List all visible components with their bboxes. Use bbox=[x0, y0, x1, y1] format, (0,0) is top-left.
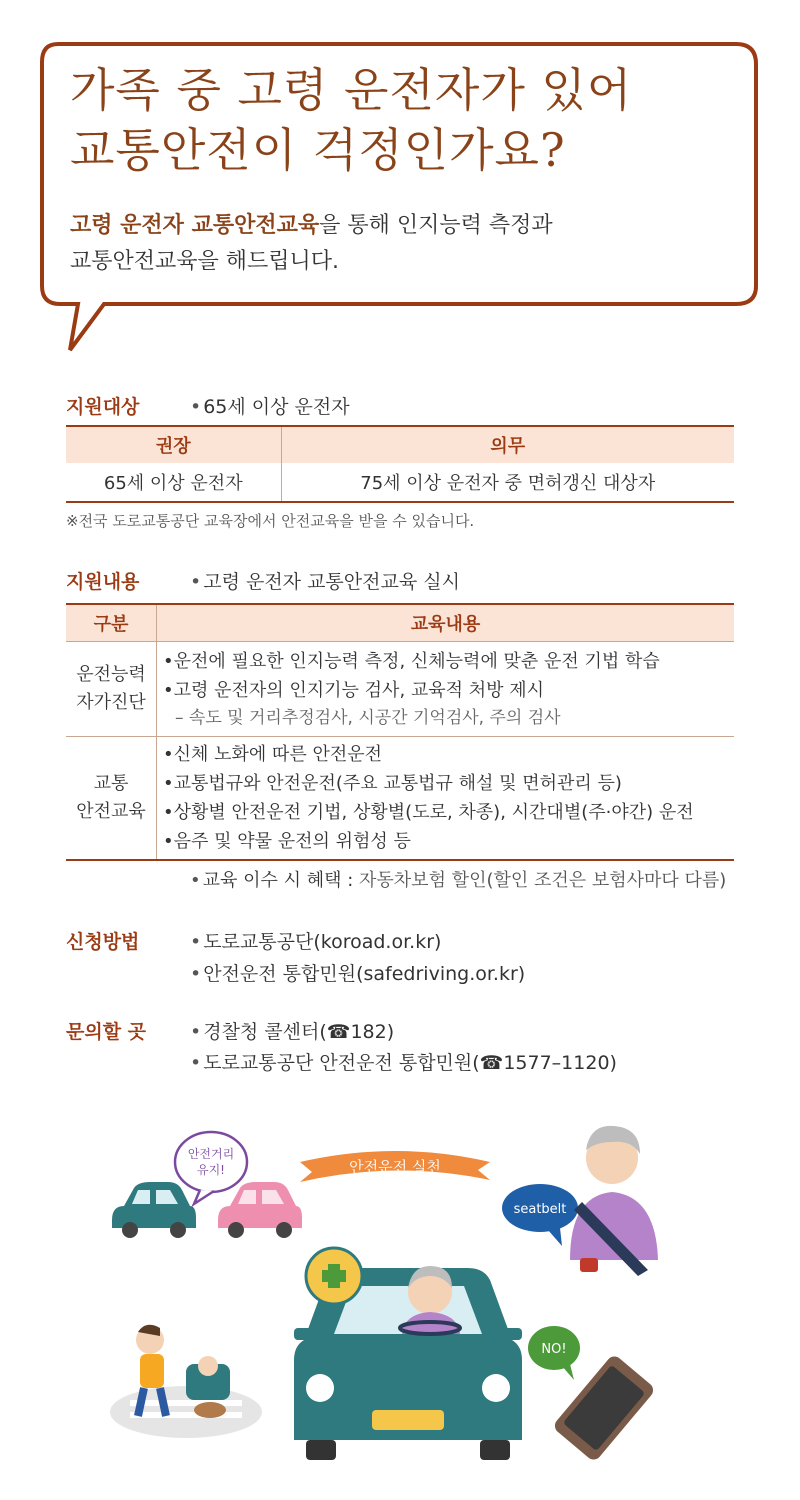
seatbelt-text: seatbelt bbox=[513, 1202, 567, 1217]
table-row bbox=[66, 642, 734, 737]
keep-distance-line2: 유지! bbox=[197, 1163, 225, 1177]
list-subitem: – 속도 및 거리추정검사, 시공간 기억검사, 주의 검사 bbox=[175, 708, 561, 728]
list-item: •고령 운전자의 인지기능 검사, 교육적 처방 제시 bbox=[163, 680, 545, 701]
support-content-bullet: • 고령 운전자 교통안전교육 실시 bbox=[190, 571, 460, 593]
category-line1: 운전능력 bbox=[76, 664, 146, 685]
no-bubble bbox=[528, 1326, 580, 1380]
table-cell-mandatory: 75세 이상 운전자 중 면허갱신 대상자 bbox=[281, 463, 734, 502]
benefit-text: 자동차보험 할인(할인 조건은 보험사마다 다름) bbox=[359, 870, 727, 891]
contact-title: 문의할 곳 bbox=[66, 1021, 147, 1043]
crosswalk-child-icon bbox=[110, 1325, 262, 1438]
category-line2: 자가진단 bbox=[76, 692, 146, 713]
support-content-title: 지원내용 bbox=[66, 571, 140, 593]
apply-item-text: 도로교통공단(koroad.or.kr) bbox=[203, 931, 442, 953]
benefit-label: 교육 이수 시 혜택 : bbox=[202, 870, 360, 891]
intro-line2: 교통안전교육을 해드립니다. bbox=[70, 249, 340, 274]
list-item: •교통법규와 안전운전(주요 교통법규 해설 및 면허관리 등) bbox=[163, 773, 622, 794]
list-item-text: 상황별 안전운전 기법, 상황별(도로, 차종), 시간대별(주·야간) 운전 bbox=[173, 802, 694, 823]
support-target-note: ※전국 도로교통공단 교육장에서 안전교육을 받을 수 있습니다. bbox=[66, 512, 475, 530]
list-item-text: 음주 및 약물 운전의 위험성 등 bbox=[173, 831, 411, 852]
table-cell-items bbox=[157, 642, 735, 737]
benefit-line: • 교육 이수 시 혜택 : 자동차보험 할인(할인 조건은 보험사마다 다름) bbox=[190, 870, 727, 891]
keep-distance-line1: 안전거리 bbox=[187, 1147, 235, 1161]
intro-rest: 을 통해 인지능력 측정과 bbox=[319, 213, 553, 238]
safe-driving-banner bbox=[300, 1151, 490, 1182]
apply-item-safedriving: • 안전운전 통합민원(safedriving.or.kr) bbox=[190, 963, 526, 985]
seatbelt-bubble bbox=[502, 1184, 578, 1246]
support-target-table bbox=[66, 425, 734, 503]
table-cell-category bbox=[66, 642, 157, 737]
list-item: •음주 및 약물 운전의 위험성 등 bbox=[163, 831, 411, 852]
pink-car-icon bbox=[218, 1182, 302, 1238]
table-header-content: 교육내용 bbox=[157, 604, 735, 642]
table-header-recommended: 권장 bbox=[66, 426, 281, 463]
speech-bubble-frame bbox=[0, 0, 800, 360]
list-item: •상황별 안전운전 기법, 상황별(도로, 차종), 시간대별(주·야간) 운전 bbox=[163, 802, 694, 823]
support-content-bullet-text: 고령 운전자 교통안전교육 실시 bbox=[203, 571, 460, 593]
intro-text bbox=[70, 208, 730, 280]
no-text: NO! bbox=[541, 1342, 567, 1357]
keep-distance-bubble bbox=[175, 1132, 247, 1204]
contact-item-text: 경찰청 콜센터(☎182) bbox=[203, 1021, 395, 1043]
support-target-title: 지원대상 bbox=[66, 396, 140, 418]
intro-highlight: 고령 운전자 교통안전교육 bbox=[70, 213, 320, 238]
contact-item-koroad: • 도로교통공단 안전운전 통합민원(☎1577–1120) bbox=[190, 1052, 617, 1074]
safe-driving-illustration bbox=[0, 1110, 800, 1500]
list-item: •신체 노화에 따른 안전운전 bbox=[163, 744, 383, 765]
list-item: •운전에 필요한 인지능력 측정, 신체능력에 맞춘 운전 기법 학습 bbox=[163, 651, 660, 672]
support-target-bullet: • 65세 이상 운전자 bbox=[190, 396, 350, 418]
apply-title: 신청방법 bbox=[66, 931, 140, 953]
table-header-category: 구분 bbox=[66, 604, 157, 642]
plus-badge-icon bbox=[306, 1248, 362, 1304]
elderly-man-seatbelt-icon bbox=[570, 1126, 658, 1276]
list-item-text: 교통법규와 안전운전(주요 교통법규 해설 및 면허관리 등) bbox=[173, 773, 622, 794]
contact-item-text: 도로교통공단 안전운전 통합민원(☎1577–1120) bbox=[203, 1052, 617, 1074]
headline-line2: 교통안전이 걱정인가요? bbox=[70, 123, 566, 177]
education-content-table bbox=[66, 603, 734, 861]
list-item-text: 운전에 필요한 인지능력 측정, 신체능력에 맞춘 운전 기법 학습 bbox=[173, 651, 660, 672]
table-cell-category bbox=[66, 737, 157, 861]
table-cell-items bbox=[157, 737, 735, 861]
list-item-text: 고령 운전자의 인지기능 검사, 교육적 처방 제시 bbox=[173, 680, 545, 701]
apply-item-koroad: • 도로교통공단(koroad.or.kr) bbox=[190, 931, 442, 953]
apply-item-text: 안전운전 통합민원(safedriving.or.kr) bbox=[203, 963, 526, 985]
banner-text: 안전운전 실천 bbox=[349, 1158, 441, 1176]
table-row bbox=[66, 737, 734, 861]
teal-car-icon bbox=[112, 1182, 196, 1238]
list-item-text: 신체 노화에 따른 안전운전 bbox=[173, 744, 383, 765]
contact-item-police: • 경찰청 콜센터(☎182) bbox=[190, 1021, 395, 1043]
category-line1: 교통 bbox=[93, 773, 129, 794]
headline-line1: 가족 중 고령 운전자가 있어 bbox=[70, 63, 633, 117]
table-cell-recommended: 65세 이상 운전자 bbox=[66, 463, 281, 502]
category-line2: 안전교육 bbox=[76, 801, 146, 822]
support-target-bullet-text: 65세 이상 운전자 bbox=[203, 396, 350, 418]
headline bbox=[70, 60, 632, 180]
table-header-mandatory: 의무 bbox=[281, 426, 734, 463]
